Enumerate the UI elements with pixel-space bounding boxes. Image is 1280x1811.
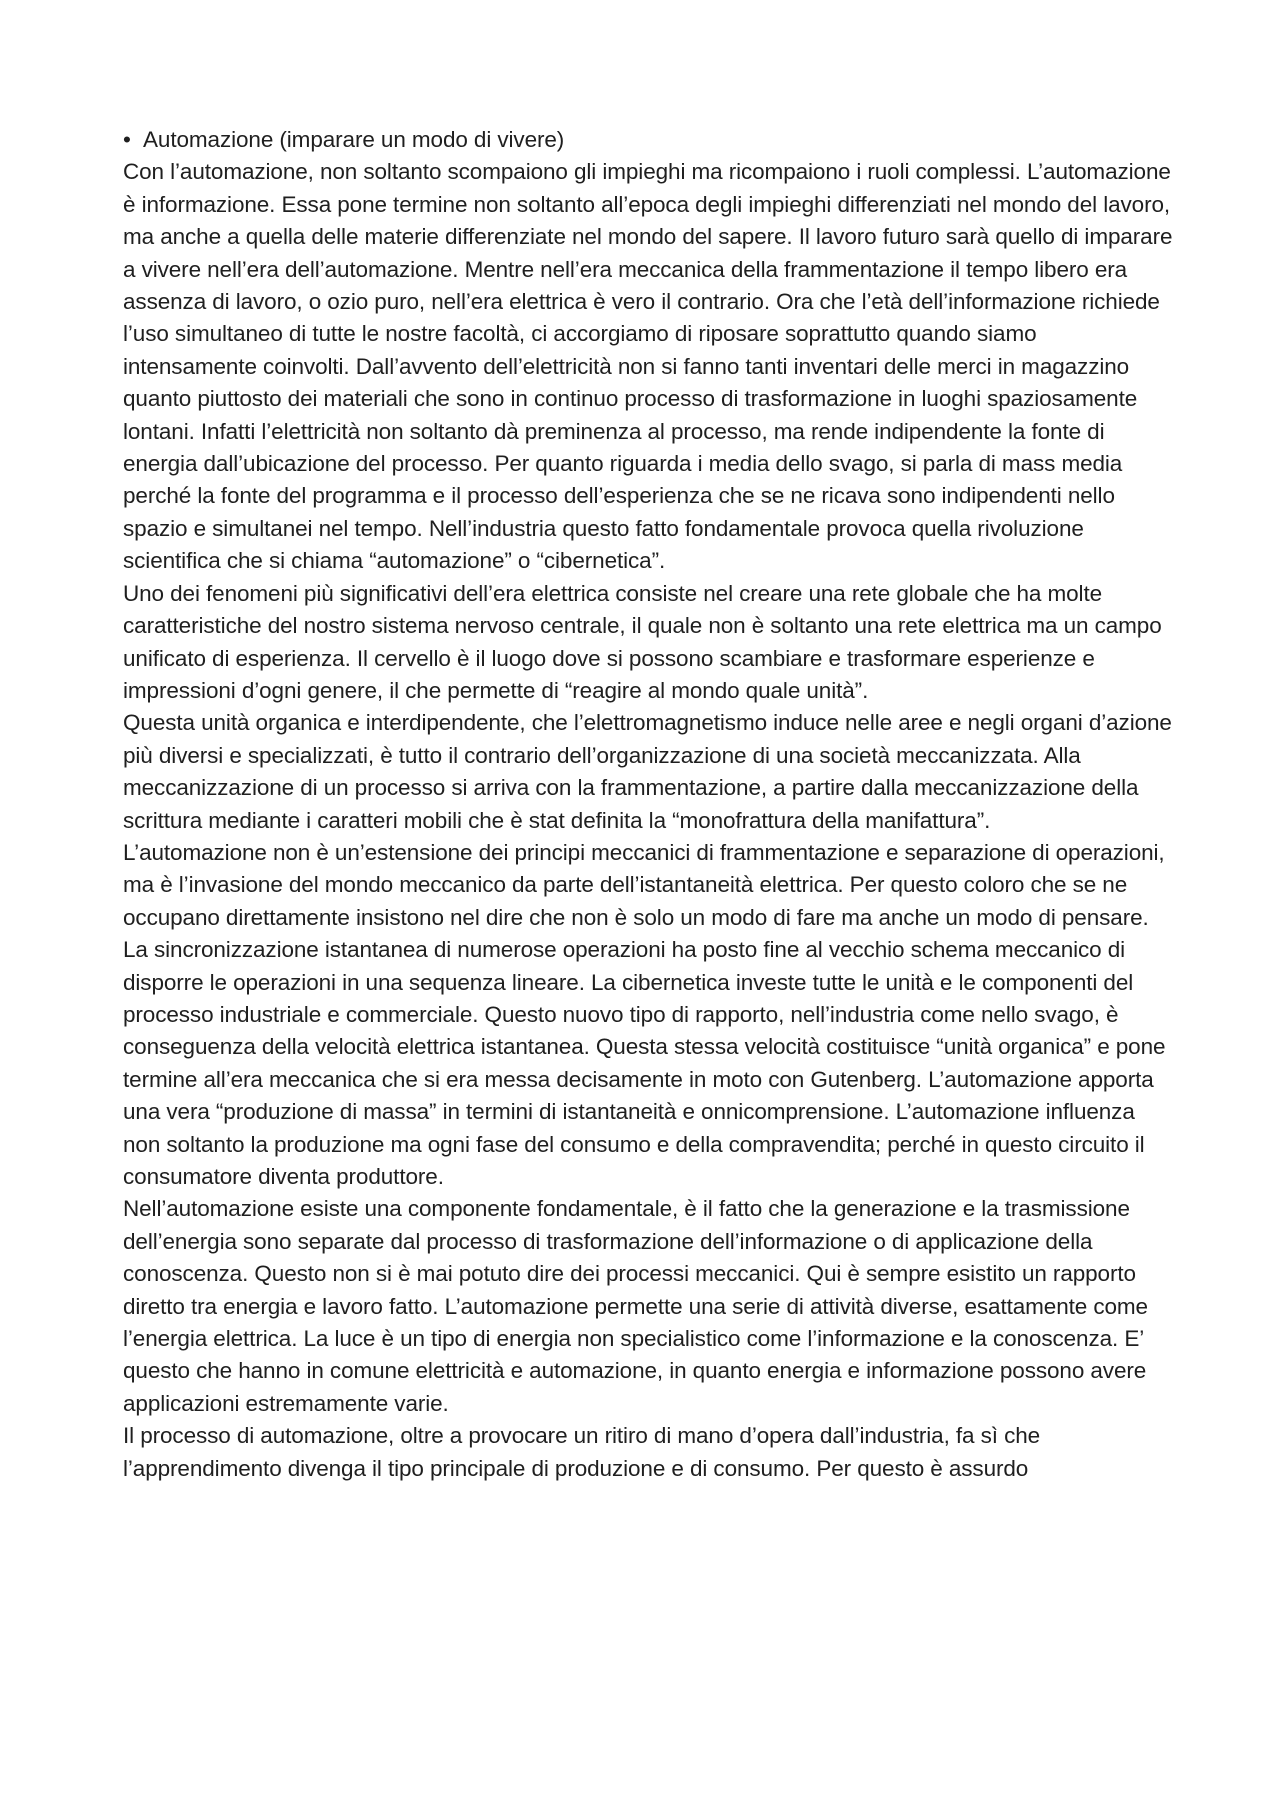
bullet-icon: •	[123, 127, 131, 152]
heading-text: Automazione (imparare un modo di vivere)	[143, 127, 565, 152]
paragraph-2: Uno dei fenomeni più significativi dell’era elettrica consiste nel creare una rete globale che ha molte caratteristiche del nostro sistema nervoso centrale, il quale non è soltanto una rete elettrica ma un campo unificato di esperienza. Il cervello è il luogo dove si possono scambiare e trasformare esperienze e impressioni d’ogni genere, il che permette di “reagire al mondo quale unità”.	[123, 580, 1162, 703]
paragraph-6: Il processo di automazione, oltre a provocare un ritiro di mano d’opera dall’industria, fa sì che l’apprendimento divenga il tipo principale di produzione e di consumo. Per questo è assurdo	[123, 1423, 1041, 1481]
document-page	[123, 124, 1173, 1485]
paragraph-4: L’automazione non è un’estensione dei principi meccanici di frammentazione e separazione di operazioni, ma è l’invasione del mondo meccanico da parte dell’istantaneità elettrica. Per questo coloro che se ne occupano direttamente insistono nel dire che non è solo un modo di fare ma anche un modo di pensare. La sincronizzazione istantanea di numerose operazioni ha posto fine al vecchio schema meccanico di disporre le operazioni in una sequenza lineare. La cibernetica investe tutte le unità e le componenti del processo industriale e commerciale. Questo nuovo tipo di rapporto, nell’industria come nello svago, è conseguenza della velocità elettrica istantanea. Questa stessa velocità costituisce “unità organica” e pone termine all’era meccanica che si era messa decisamente in moto con Gutenberg. L’automazione apporta una vera “produzione di massa” in termini di istantaneità e onnicomprensione. L’automazione influenza non soltanto la produzione ma ogni fase del consumo e della compravendita; perché in questo circuito il consumatore diventa produttore.	[123, 839, 1166, 1189]
section-heading	[123, 124, 1173, 156]
paragraph-5: Nell’automazione esiste una componente fondamentale, è il fatto che la generazione e la trasmissione dell’energia sono separate dal processo di trasformazione dell’informazione o di applicazione della conoscenza. Questo non si è mai potuto dire dei processi meccanici. Qui è sempre esistito un rapporto diretto tra energia e lavoro fatto. L’automazione permette una serie di attività diverse, esattamente come l’energia elettrica. La luce è un tipo di energia non specialistico come l’informazione e la conoscenza. E’ questo che hanno in comune elettricità e automazione, in quanto energia e informazione possono avere applicazioni estremamente varie.	[123, 1196, 1148, 1416]
paragraph-1: Con l’automazione, non soltanto scompaiono gli impieghi ma ricompaiono i ruoli complessi. L’automazione è informazione. Essa pone termine non soltanto all’epoca degli impieghi differenziati nel mondo del lavoro, ma anche a quella delle materie differenziate nel mondo del sapere. Il lavoro futuro sarà quello di imparare a vivere nell’era dell’automazione. Mentre nell’era meccanica della frammentazione il tempo libero era assenza di lavoro, o ozio puro, nell’era elettrica è vero il contrario. Ora che l’età dell’informazione richiede l’uso simultaneo di tutte le nostre facoltà, ci accorgiamo di riposare soprattutto quando siamo intensamente coinvolti. Dall’avvento dell’elettricità non si fanno tanti inventari delle merci in magazzino quanto piuttosto dei materiali che sono in continuo processo di trasformazione in luoghi spaziosamente lontani. Infatti l’elettricità non soltanto dà preminenza al processo, ma rende indipendente la fonte di energia dall’ubicazione del processo. Per quanto riguarda i media dello svago, si parla di mass media perché la fonte del programma e il processo dell’esperienza che se ne ricava sono indipendenti nello spazio e simultanei nel tempo. Nell’industria questo fatto fondamentale provoca quella rivoluzione scientifica che si chiama “automazione” o “cibernetica”.	[123, 159, 1173, 574]
paragraph-3: Questa unità organica e interdipendente, che l’elettromagnetismo induce nelle aree e negli organi d’azione più diversi e specializzati, è tutto il contrario dell’organizzazione di una società meccanizzata. Alla meccanizzazione di un processo si arriva con la frammentazione, a partire dalla meccanizzazione della scrittura mediante i caratteri mobili che è stat definita la “monofrattura della manifattura”.	[123, 710, 1172, 833]
